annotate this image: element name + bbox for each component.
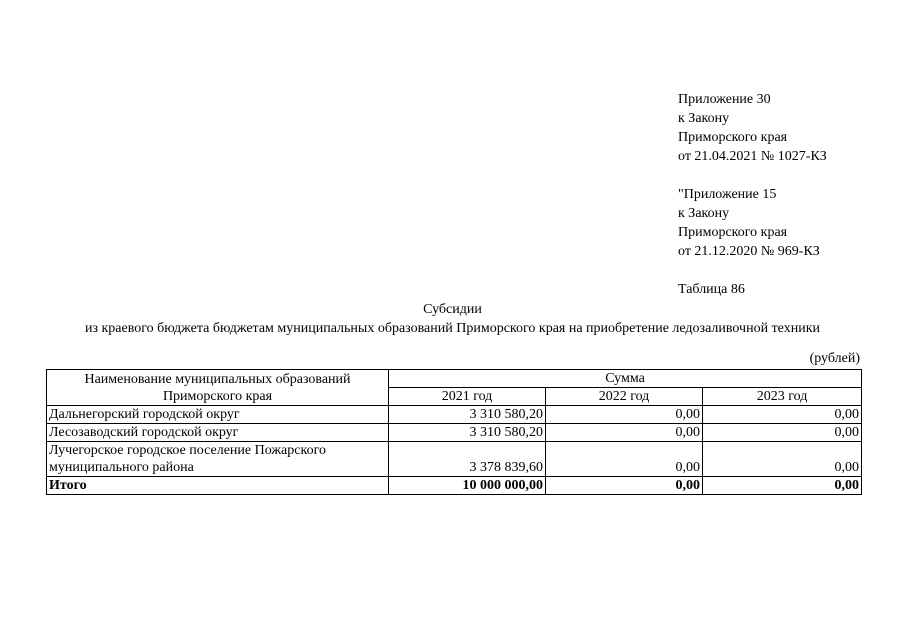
appendix-line: к Закону (678, 206, 730, 221)
document-subtitle: из краевого бюджета бюджетам муниципальных образований Приморского края на приобретение ледозаливочной техники (84, 321, 820, 336)
table-row (47, 424, 862, 442)
table-row (47, 442, 862, 477)
row-value: 0,00 (703, 442, 862, 477)
subsidies-table (46, 369, 862, 495)
row-value: 0,00 (546, 424, 703, 442)
row-value: 0,00 (703, 406, 862, 424)
total-row (47, 477, 862, 495)
row-value: 0,00 (546, 442, 703, 477)
row-value: 3 378 839,60 (389, 442, 546, 477)
unit-label: (рублей) (809, 351, 860, 366)
appendix-current (678, 90, 827, 166)
header-year: 2023 год (703, 388, 862, 406)
header-year: 2021 год (389, 388, 546, 406)
appendix-line: "Приложение 15 (678, 187, 777, 202)
row-value: 3 310 580,20 (389, 424, 546, 442)
header-sum: Сумма (389, 370, 862, 388)
appendix-line: Приморского края (678, 225, 788, 240)
appendix-line: Приморского края (678, 130, 788, 145)
table-row (47, 406, 862, 424)
table-number: Таблица 86 (678, 282, 745, 297)
document-title: Субсидии (423, 302, 482, 317)
appendix-previous (678, 185, 827, 261)
row-value: 0,00 (703, 424, 862, 442)
total-value: 0,00 (703, 477, 862, 495)
row-value: 0,00 (546, 406, 703, 424)
row-name: Дальнегорский городской округ (47, 406, 389, 424)
row-name: Лесозаводский городской округ (47, 424, 389, 442)
header-name: Наименование муниципальных образований Приморского края (47, 370, 389, 406)
row-name: Лучегорское городское поселение Пожарского муниципального района (47, 442, 389, 477)
total-value: 0,00 (546, 477, 703, 495)
appendix-line: от 21.04.2021 № 1027-КЗ (678, 149, 827, 164)
total-label: Итого (47, 477, 389, 495)
total-value: 10 000 000,00 (389, 477, 546, 495)
appendix-line: к Закону (678, 111, 730, 126)
appendix-header (678, 90, 827, 299)
header-year: 2022 год (546, 388, 703, 406)
row-value: 3 310 580,20 (389, 406, 546, 424)
document-title-block (0, 300, 905, 338)
appendix-line: от 21.12.2020 № 969-КЗ (678, 244, 820, 259)
appendix-line: Приложение 30 (678, 92, 771, 107)
